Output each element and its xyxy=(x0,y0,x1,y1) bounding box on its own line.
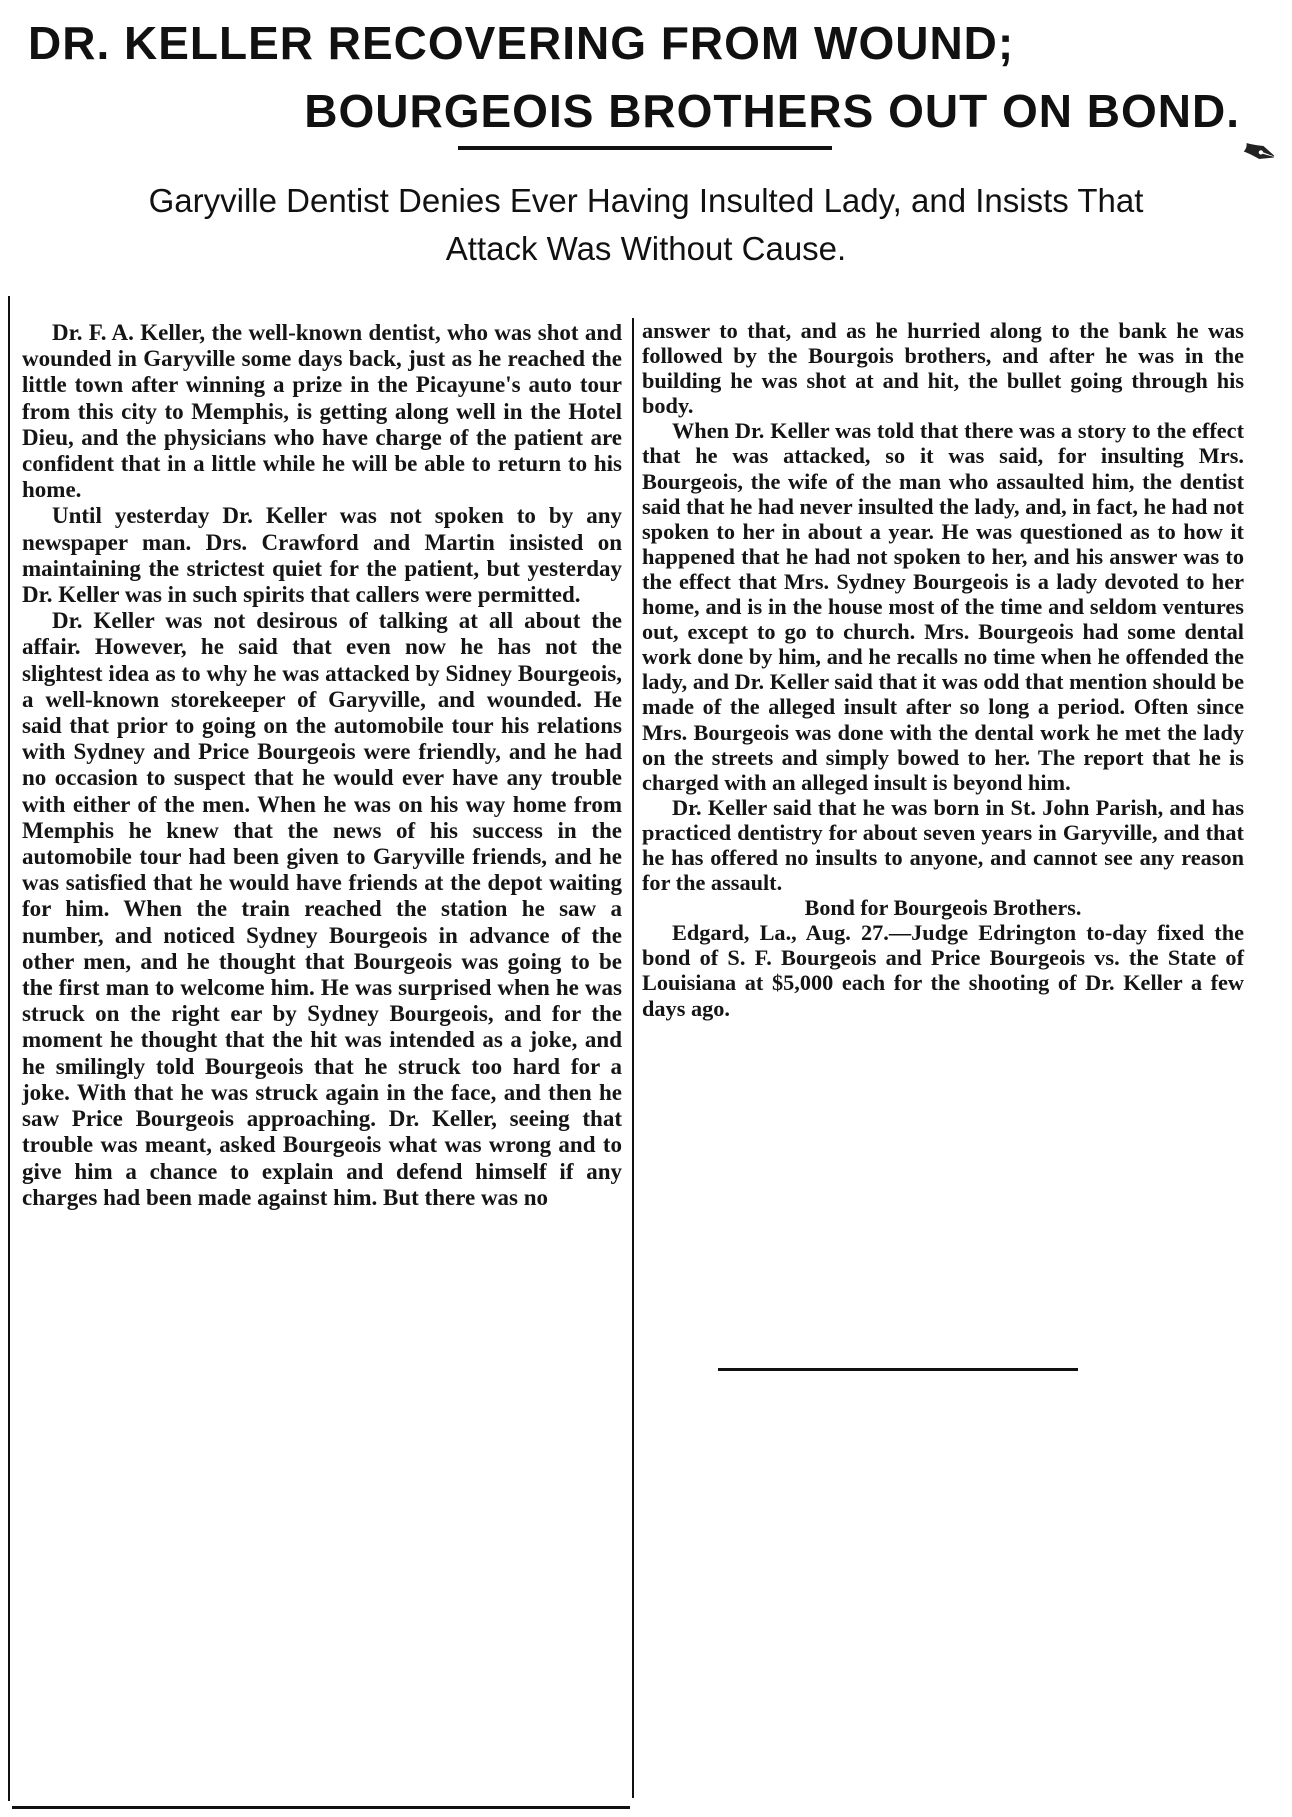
article-right-column xyxy=(642,318,1244,1021)
center-column-rule xyxy=(632,318,634,1798)
margin-pen-mark-icon: ✒ xyxy=(1234,123,1285,184)
paragraph-account: Dr. Keller was not desirous of talking at all about the affair. However, he said that even now he has not the slightest idea as to why he was attacked by Sidney Bourgeois, a well-known storekeeper of Garyville, and wounded. He said that prior to going on the automobile tour his relations with Sydney and Price Bourgeois were friendly, and he had no occasion to suspect that he would ever have any trouble with either of the men. When he was on his way home from Memphis he knew that the news of his success in the automobile tour had been given to Garyville friends, and he was satisfied that he would have friends at the depot waiting for him. When the train reached the station he saw a number, and noticed Sydney Bourgeois in advance of the other men, and he thought that Bourgeois was going to be the first man to welcome him. He was surprised when he was struck on the right ear by Sydney Bourgeois, and for the moment he thought that the hit was intended as a joke, and he smilingly told Bourgeois that he struck too hard for a joke. With that he was struck again in the face, and then he saw Price Bourgeois approaching. Dr. Keller, seeing that trouble was meant, asked Bourgeois what was wrong and to give him a chance to explain and defend himself if any charges had been made against him. But there was no xyxy=(22,608,622,1210)
paragraph-background: Dr. Keller said that he was born in St. John Parish, and has practiced dentistry for about seven years in Garyville, and that he has offered no insults to anyone, and cannot see any reason for the assault. xyxy=(642,794,1244,896)
headline-divider xyxy=(458,146,832,150)
headline-line-2: BOURGEOIS BROTHERS OUT ON BOND. xyxy=(304,85,1240,137)
deck-line-2: Attack Was Without Cause. xyxy=(445,230,847,267)
paragraph-continuation: answer to that, and as he hurried along to the bank he was followed by the Bourgois brothers, and after he was in the building he was shot at and hit, the bullet going through his body. xyxy=(642,318,1244,419)
headline-line-1: DR. KELLER RECOVERING FROM WOUND; xyxy=(28,17,1015,69)
deck-line-1: Garyville Dentist Denies Ever Having Insulted Lady, and Insists That xyxy=(148,182,1144,219)
bottom-rule xyxy=(12,1806,630,1809)
paragraph-intro: Dr. F. A. Keller, the well-known dentist, who was shot and wounded in Garyville some days back, just as he reached the little town after winning a prize in the Picayune's auto tour from this city to Memphis, is getting along well in the Hotel Dieu, and the physicians who have charge of the patient are confident that in a little while he will be able to return to his home. xyxy=(22,320,622,503)
left-column-rule xyxy=(8,296,10,1801)
bond-subhead: Bond for Bourgeois Brothers. xyxy=(804,895,1082,921)
paragraph-visitors: Until yesterday Dr. Keller was not spoken to by any newspaper man. Drs. Crawford and Martin insisted on maintaining the strictest quiet for the patient, but yesterday Dr. Keller was in such spirits that callers were permitted. xyxy=(22,503,622,608)
paragraph-bond: Edgard, La., Aug. 27.—Judge Edrington to-day fixed the bond of S. F. Bourgeois and Price Bourgeois vs. the State of Louisiana at $5,000 each for the shooting of Dr. Keller a few days ago. xyxy=(642,920,1244,1021)
paragraph-denial: When Dr. Keller was told that there was a story to the effect that he was attacked, so it was said, for insulting Mrs. Bourgeois, the wife of the man who assaulted him, the dentist said that he had never insulted the lady, and, in fact, he had not spoken to her in about a year. He was questioned as to how it happened that he had not spoken to her, and his answer was to the effect that Mrs. Sydney Bourgeois is a lady devoted to her home, and is in the house most of the time and seldom ventures out, except to go to church. Mrs. Bourgeois had some dental work done by him, and he recalls no time when he offended the lady, and Dr. Keller said that it was odd that mention should be made of the alleged insult after so long a period. Often since Mrs. Bourgeois was done with the dental work he met the lady on the streets and simply bowed to her. The report that he is charged with an alleged insult is beyond him. xyxy=(642,418,1244,795)
article-left-column xyxy=(22,320,622,1211)
article-end-rule xyxy=(718,1368,1078,1371)
